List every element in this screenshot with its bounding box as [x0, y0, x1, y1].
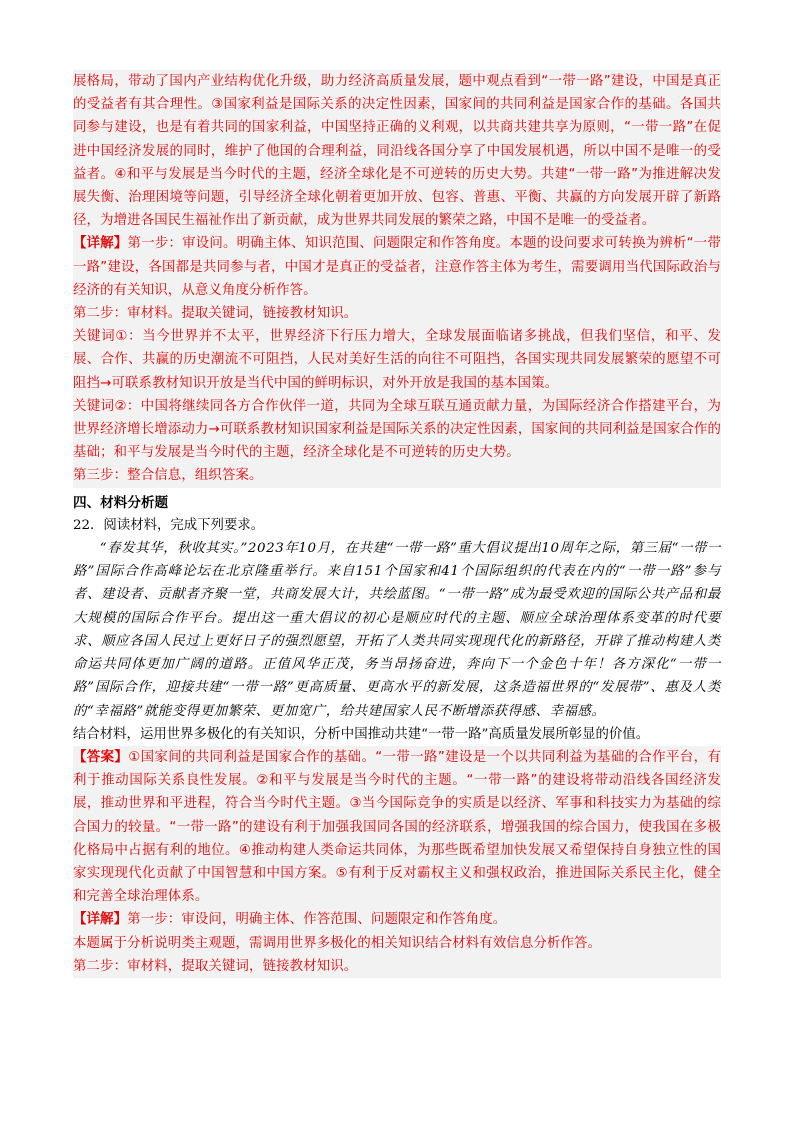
detail-tag: 【详解】: [73, 912, 128, 928]
step-two: 第二步：审材料。提取关键词，链接教材知识。: [73, 306, 358, 322]
detail-paragraph: [73, 908, 721, 931]
answer-tag: 【答案】: [73, 750, 129, 766]
detail-tag: 【详解】: [73, 236, 128, 252]
detail-text: 第一步：审设问。明确主体、知识范围、问题限定和作答角度。本题的设问要求可转换为辨析“一带一路”建设，各国都是共同参与者，中国才是真正的受益者，注意作答主体为考生，需要调用当代国际政治与经济的有关知识，从意义角度分析作答。: [73, 236, 721, 298]
detail-line: 本题属于分析说明类主观题，需调用世界多极化的相关知识结合材料有效信息分析作答。: [73, 935, 602, 951]
detail-text: 第一步：审设问，明确主体、作答范围、问题限定和作答角度。: [127, 912, 507, 928]
step-two: 第二步：审材料，提取关键词，链接教材知识。: [73, 958, 358, 974]
material-text: “春发其华，秋收其实。”2023年10月，在共建“一带一路”重大倡议提出10周年之际，第三届“一带一路”国际合作高峰论坛在北京隆重举行。来自151个国家和41个国际组织的代表在内的“一带一路”参与者、建设者、贡献者齐聚一堂，共商发展大计，共绘蓝图。“一带一路”成为最受欢迎的国际公共产品和最大规模的国际合作平台。提出这一重大倡议的初心是顺应时代的主题、顺应全球治理体系变革的时代要求、顺应各国人民过上更好日子的强烈愿望，开拓了人类共同实现现代化的新路径，开辟了推动构建人类命运共同体更加广阔的道路。正值风华正茂，务当昂扬奋进，奔向下一个金色十年！各方深化“一带一路”国际合作，迎接共建“一带一路”更高质量、更高水平的新发展，这条造福世界的“发展带”、惠及人类的“幸福路”就能变得更加繁荣、更加宽广，给共建国家人民不断增添获得感、幸福感。: [73, 540, 721, 719]
document-page: [73, 70, 721, 978]
section-heading: 四、材料分析题: [73, 494, 169, 511]
answer-text: ①国家间的共同利益是国家合作的基础。“一带一路”建设是一个以共同利益为基础的合作平台，有利于推动国际关系良性发展。②和平与发展是当今时代的主题。“一带一路”的建设将带动沿线各国经济发展，推动世界和平进程，符合当今时代主题。③当今国际竞争的实质是以经济、军事和科技实力为基础的综合国力的较量。“一带一路”的建设有利于加强我国同各国的经济联系，增强我国的综合国力，使我国在多极化格局中占据有利的地位。④推动构建人类命运共同体，为那些既希望加快发展又希望保持自身独立性的国家实现现代化贡献了中国智慧和中国方案。⑤有利于反对霸权主义和强权政治，推进国际关系民主化，健全和完善全球治理体系。: [73, 750, 721, 905]
question-line: 22．阅读材料，完成下列要求。: [73, 517, 265, 533]
question-prompt: 结合材料，运用世界多极化的有关知识，分析中国推动共建“一带一路”高质量发展所彰显的价值。: [73, 727, 650, 743]
answer-paragraph: [73, 746, 721, 908]
step-three: 第三步：整合信息，组织答案。: [73, 468, 263, 484]
detail-paragraph: [73, 232, 721, 302]
answer-block-previous: [73, 70, 721, 488]
keyword-one: 关键词①：当今世界并不太平，世界经济下行压力增大，全球发展面临诸多挑战，但我们坚信，和平、发展、合作、共赢的历史潮流不可阻挡，人民对美好生活的向往不可阻挡，各国实现共同发展繁荣的愿望不可阻挡→可联系教材知识开放是当代中国的鲜明标识，对外开放是我国的基本国策。: [73, 329, 721, 391]
answer-paragraph: 展格局，带动了国内产业结构优化升级，助力经济高质量发展，题中观点看到“一带一路”建设，中国是真正的受益者有其合理性。③国家利益是国际关系的决定性因素，国家间的共同利益是国家合作的基础。各国共同参与建设，也是有着共同的国家利益，中国坚持正确的义利观，以共商共建共享为原则，“一带一路”在促进中国经济发展的同时，维护了他国的合理利益，同沿线各国分享了中国发展机遇，所以中国不是唯一的受益者。④和平与发展是当今时代的主题，经济全球化是不可逆转的历史大势。共建“一带一路”为推进解决发展失衡、治理困境等问题，引导经济全球化朝着更加开放、包容、普惠、平衡、共赢的方向发展开辟了新路径，为增进各国民生福祉作出了新贡献，成为世界共同发展的繁荣之路，中国不是唯一的受益者。: [73, 74, 721, 229]
answer-block-22: [73, 746, 721, 978]
keyword-two: 关键词②：中国将继续同各方合作伙伴一道，共同为全球互联互通贡献力量，为国际经济合作搭建平台，为世界经济增长增添动力→可联系教材知识国家利益是国际关系的决定性因素，国家间的共同利益是国家合作的基础；和平与发展是当今时代的主题，经济全球化是不可逆转的历史大势。: [73, 398, 721, 461]
